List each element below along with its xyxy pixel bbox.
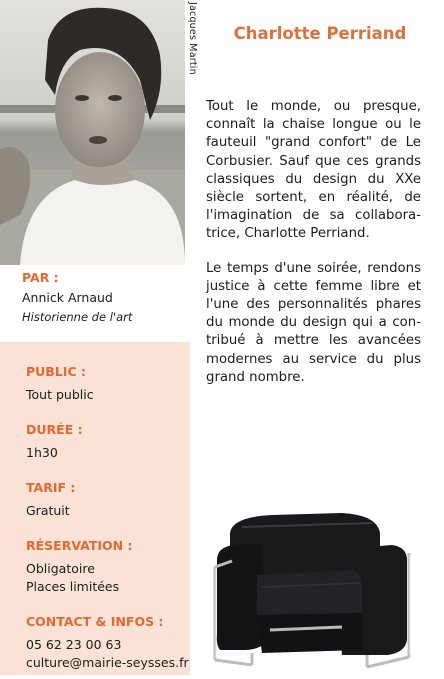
reservation-label: RÉSERVATION :: [26, 538, 133, 553]
duree-info: [26, 422, 191, 462]
reservation-info: [26, 538, 191, 596]
speaker-block: [22, 270, 187, 324]
public-label: PUBLIC :: [26, 364, 86, 379]
tarif-value: Gratuit: [26, 503, 70, 518]
tarif-label: TARIF :: [26, 480, 76, 495]
speaker-role: Historienne de l'art: [22, 310, 133, 324]
reservation-value: Obligatoire: [26, 561, 95, 576]
public-value: Tout public: [26, 387, 94, 402]
par-label: PAR :: [22, 270, 59, 285]
armchair-image: [212, 505, 417, 675]
info-panel: [0, 342, 190, 675]
contact-label: CONTACT & INFOS :: [26, 614, 164, 629]
speaker-name: Annick Arnaud: [22, 290, 113, 305]
contact-email[interactable]: culture@mairie-seysses.fr: [26, 655, 189, 670]
reservation-value-2: Places limitées: [26, 579, 120, 594]
page-title: Charlotte Perriand: [233, 24, 407, 43]
contact-info: [26, 614, 191, 672]
public-info: [26, 364, 191, 404]
portrait-photo: [0, 0, 185, 265]
photo-credit: Jacques Martin: [187, 2, 198, 75]
contact-phone[interactable]: 05 62 23 00 63: [26, 637, 122, 652]
tarif-info: [26, 480, 191, 520]
paragraph: Tout le monde, ou presque, connaît la chaise longue ou le fauteuil "grand confort" de Le Corbusier. Sauf que ces grands classiques du design du XXe siècle sortent, en réalité, de l'imagination de sa collabora-trice, Charlotte Perriand.: [206, 99, 421, 242]
paragraph: Le temps d'une soirée, rendons justice à cette femme libre et l'une des personnalités phares du monde du design qui a con-tribué à mettre les avancées modernes au service du plus grand nombre.: [206, 260, 421, 385]
duree-label: DURÉE :: [26, 422, 83, 437]
duree-value: 1h30: [26, 445, 58, 460]
description: [206, 98, 421, 403]
